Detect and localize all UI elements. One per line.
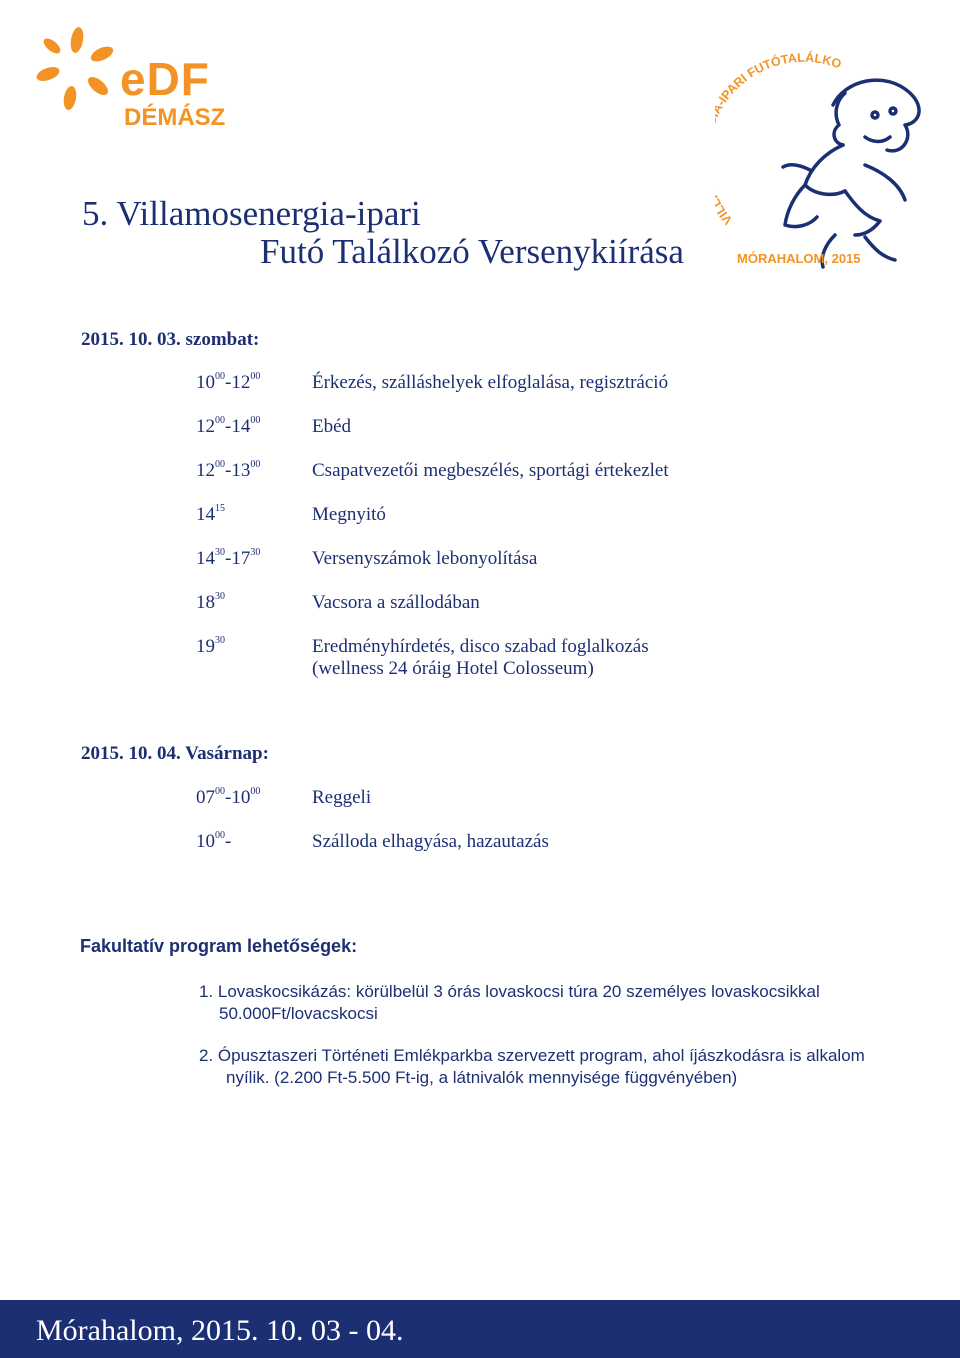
activity-label: Eredményhírdetés, disco szabad foglalkozás: [312, 636, 649, 657]
logo-demasz-text: DÉMÁSZ: [124, 104, 226, 131]
schedule-row: [196, 831, 896, 861]
schedule-row: [196, 592, 896, 622]
optional-item-2: 2. Ópusztaszeri Történeti Emlékparkba szervezett program, ahol íjászkodásra is alkalom: [199, 1046, 865, 1065]
activity-label: Érkezés, szálláshelyek elfoglalása, regisztráció: [312, 372, 669, 393]
runner-badge-icon: [715, 45, 935, 280]
page-title-line2: Futó Találkozó Versenykiírása: [260, 232, 684, 271]
activity-label: Csapatvezetői megbeszélés, sportági értekezlet: [312, 460, 669, 481]
activity-label-continued: (wellness 24 óráig Hotel Colosseum): [312, 658, 594, 679]
time-range: $18^{30}$: [196, 590, 225, 613]
badge-arc-text: VI -IPARI FUTÓTALÁLKO: [715, 50, 844, 228]
sunday-heading: 2015. 10. 04. Vasárnap:: [81, 743, 269, 764]
time-range: $10^{00}-$: [196, 829, 232, 852]
time-range: $19^{30}$: [196, 634, 225, 657]
time-range: $12^{00}-13^{00}$: [196, 458, 261, 481]
schedule-row: [196, 787, 896, 817]
edf-logo: [32, 26, 242, 131]
time-range: $14^{15}$: [196, 502, 225, 525]
schedule-row: [196, 416, 896, 446]
schedule-row: [196, 372, 896, 402]
activity-label: Reggeli: [312, 787, 372, 808]
activity-label: Megnyitó: [312, 504, 386, 525]
schedule-row: [196, 548, 896, 578]
page-title-line1: 5. Villamosenergia-ipari: [82, 194, 421, 233]
activity-label: Versenyszámok lebonyolítása: [312, 548, 538, 569]
optional-item-1: 1. Lovaskocsikázás: körülbelül 3 órás lovaskocsi túra 20 személyes lovaskocsikkal: [199, 982, 820, 1001]
logo-edf-text: eDF: [120, 53, 210, 105]
edf-flower-icon: [32, 26, 122, 116]
time-range: $12^{00}-14^{00}$: [196, 414, 261, 437]
optional-programs-heading: Fakultatív program lehetőségek:: [80, 936, 358, 956]
badge-location: MÓRAHALOM, 2015: [737, 251, 861, 266]
schedule-row: [196, 504, 896, 534]
time-range: $10^{00}-12^{00}$: [196, 370, 261, 393]
activity-label: Ebéd: [312, 416, 352, 437]
footer-location-date: Mórahalom, 2015. 10. 03 - 04.: [36, 1314, 404, 1347]
event-badge: [715, 45, 935, 280]
saturday-heading: 2015. 10. 03. szombat:: [81, 329, 260, 350]
schedule-row: [196, 460, 896, 490]
optional-item-2-continued: nyílik. (2.200 Ft-5.500 Ft-ig, a látnivalók mennyisége függvényében): [226, 1068, 738, 1087]
optional-item-1-continued: 50.000Ft/lovacskocsi: [219, 1004, 378, 1023]
time-range: $14^{30}-17^{30}$: [196, 546, 261, 569]
svg-text:VILLAMOSENERGIA-IPARI FUTÓTALÁ: [715, 45, 843, 227]
activity-label: Vacsora a szállodában: [312, 592, 480, 613]
time-range: $07^{00}-10^{00}$: [196, 785, 261, 808]
schedule-row: [196, 636, 896, 686]
activity-label: Szálloda elhagyása, hazautazás: [312, 831, 549, 852]
